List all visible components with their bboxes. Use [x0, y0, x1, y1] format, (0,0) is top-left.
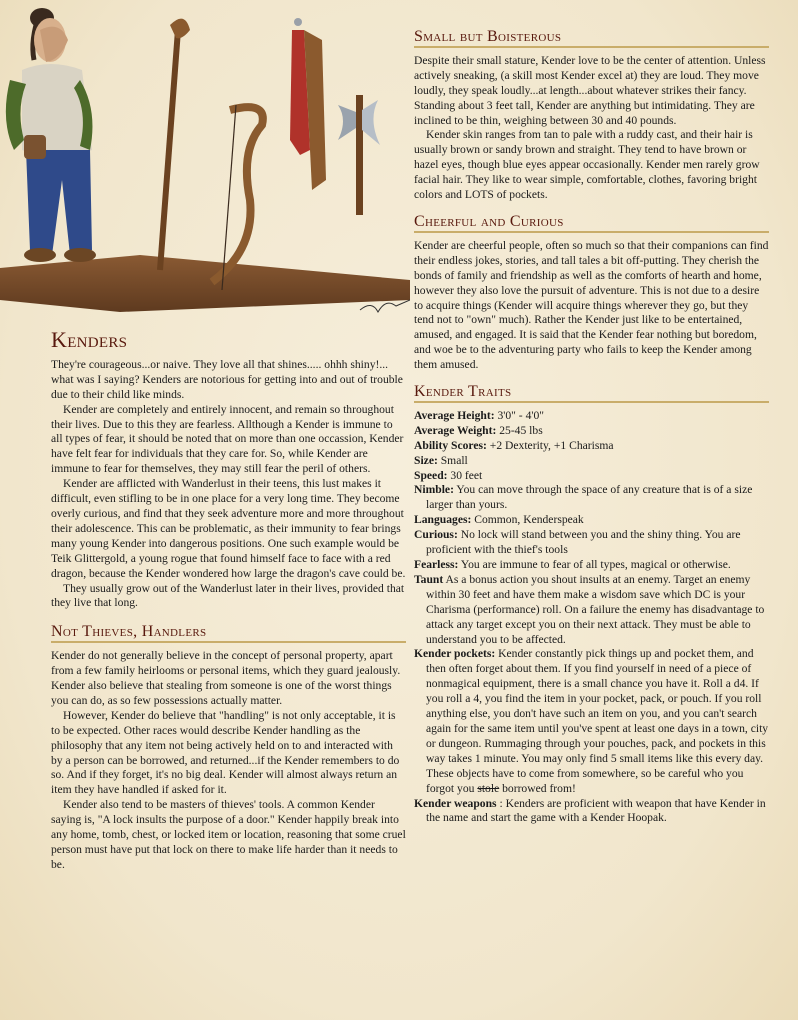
left-column	[51, 327, 406, 873]
kender-illustration	[0, 0, 410, 325]
kenders-paragraph-3: Kender are afflicted with Wanderlust in their teens, this lust makes it difficult, even stifling to be in one place for a very long time. They become overly curious, and find that they seek adventure more and more throughout their adolescence. This can be problematic, as their immunity to fear brings many young Kender into dangerous positions. One such example would be Teik Glittergold, a young rogue that found himself face to face with a red dragon, because the Kender wondered how large the dragon's cave could be.	[51, 477, 406, 580]
kenders-paragraph-4: They usually grow out of the Wanderlust later in their lives, provided that they live that long.	[51, 581, 405, 610]
heading-kender-traits: Kender Traits	[414, 385, 769, 403]
not-thieves-paragraph-1: Kender do not generally believe in the concept of personal property, apart from a few family heirlooms or personal items, which they guard jealously. Kender also believe that stealing from someone is one of the worst things you can do, as so few possessions actually matter.	[51, 649, 401, 707]
struck-word: stole	[477, 781, 500, 795]
cheerful-paragraph-1: Kender are cheerful people, often so much so that their companions can find their endless jokes, stories, and tall tales a bit off-putting. They cherish the bonds of family and friendship as well as the comforts of hearth and home, however they also love the pursuit of adventure. This is not due to a desire to acquire things (Kender will acquire things wherever they go, but they tend not to "own" much). Rather the Kender just like to be entertained, amused, and engaged. It is said that the Kender fear nothing but boredom, and woe be to the adventuring party who fails to keep the Kender among them amused.	[414, 238, 769, 372]
heading-not-thieves: Not Thieves, Handlers	[51, 625, 406, 643]
not-thieves-paragraph-2: However, Kender do believe that "handling" is not only acceptable, it is to be expected. Other races would describe Kender handling as the philosophy that any item not being actively held on to and interacted with by a person can be borrowed, and returned...if the Kender remembers to do so. And if they forget, it's no big deal. Kender will almost always return an item they have handled if asked for it.	[51, 708, 400, 797]
heading-small-but-boisterous: Small but Boisterous	[414, 30, 769, 48]
trait-fearless: Fearless: You are immune to fear of all types, magical or otherwise.	[414, 558, 731, 571]
right-column	[414, 30, 769, 826]
trait-languages: Languages: Common, Kenderspeak	[414, 513, 584, 527]
trait-average-weight: Average Weight: 25-45 lbs	[414, 423, 543, 437]
small-paragraph-2: Kender skin ranges from tan to pale with a ruddy cast, and their hair is usually brown or sandy brown and straight. They tend to have brown or hazel eyes, though blue eyes appear occasionally. Kender men rarely grow facial hair. They like to wear simple, comfortable, clothes, favoring bright colors and LOTS of pockets.	[414, 128, 760, 202]
kenders-paragraph-2: Kender are completely and entirely innocent, and remain so throughout their lives. Due to this they are fearless. Allthough a Kender is immune to all types of fear, it should be noted that on more than one occassion, Kender have felt fear for individuals that they care for. So, while Kender are immune to fear for themselves, they may still fear the peril of others.	[51, 402, 404, 476]
not-thieves-paragraph-3: Kender also tend to be masters of thieves' tools. A common Kender saying is, "A lock insults the purpose of a door." Kender happily break into any home, tomb, chest, or locked item or location, reasoning that some cruel person must have put that lock on there to make life harder than it needs to be.	[51, 798, 406, 871]
trait-speed: Speed: 30 feet	[414, 468, 483, 482]
trait-nimble: Nimble: You can move through the space of any creature that is of a size larger than yours.	[414, 483, 753, 512]
trait-taunt: Taunt As a bonus action you shout insults at an enemy. Target an enemy within 30 feet and have them make a wisdom save which DC is your Charisma (performance) roll. On a failure the enemy has disadvantage to attack any target except you on their next attack. They must be able to understand you to be affected.	[414, 572, 765, 646]
small-paragraph-1: Despite their small stature, Kender love to be the center of attention. Unless actively sneaking, (a skill most Kender excel at) they are loud. They move loudly, they speak loudly...at length...about whatever strikes their fancy. Standing about 3 feet tall, Kender are anything but intimidating. They are inclined to be thin, weighing between 30 and 40 pounds.	[414, 53, 766, 127]
trait-average-height: Average Height: 3'0" - 4'0"	[414, 408, 544, 422]
trait-size: Size: Small	[414, 453, 468, 467]
heading-kenders: Kenders	[51, 327, 128, 352]
trait-kender-weapons: Kender weapons : Kenders are proficient with weapon that have Kender in the name and start the game with a Kender Hoopak.	[414, 796, 766, 825]
trait-curious: Curious: No lock will stand between you and the shiny thing. You are proficient with the thief's tools	[414, 528, 741, 557]
trait-kender-pockets: Kender pockets: Kender constantly pick things up and pocket them, and then often forget about them. If you find yourself in need of a piece of nonmagical equipment, there is a small chance you have it. Roll a d4. If you roll a 4, you find the item in your pocket, pack, or pouch. If you roll anything else, you don't have such an item on you, and you can't search again for the same item until you've spent at least one days in a town, city or dungeon. Rummaging through your pouches, pack, and pockets in this way takes 1 minute. You may only find 5 small items like this every day. These objects have to come from somewhere, so be careful who you forgot you stole borrowed from!	[414, 647, 769, 795]
trait-ability-scores: Ability Scores: +2 Dexterity, +1 Charisma	[414, 438, 614, 452]
kenders-paragraph-1: They're courageous...or naive. They love all that shines..... ohhh shiny!... what was I saying? Kenders are notorious for getting into and out of trouble due to their child like minds.	[51, 357, 403, 401]
heading-cheerful-and-curious: Cheerful and Curious	[414, 215, 769, 233]
